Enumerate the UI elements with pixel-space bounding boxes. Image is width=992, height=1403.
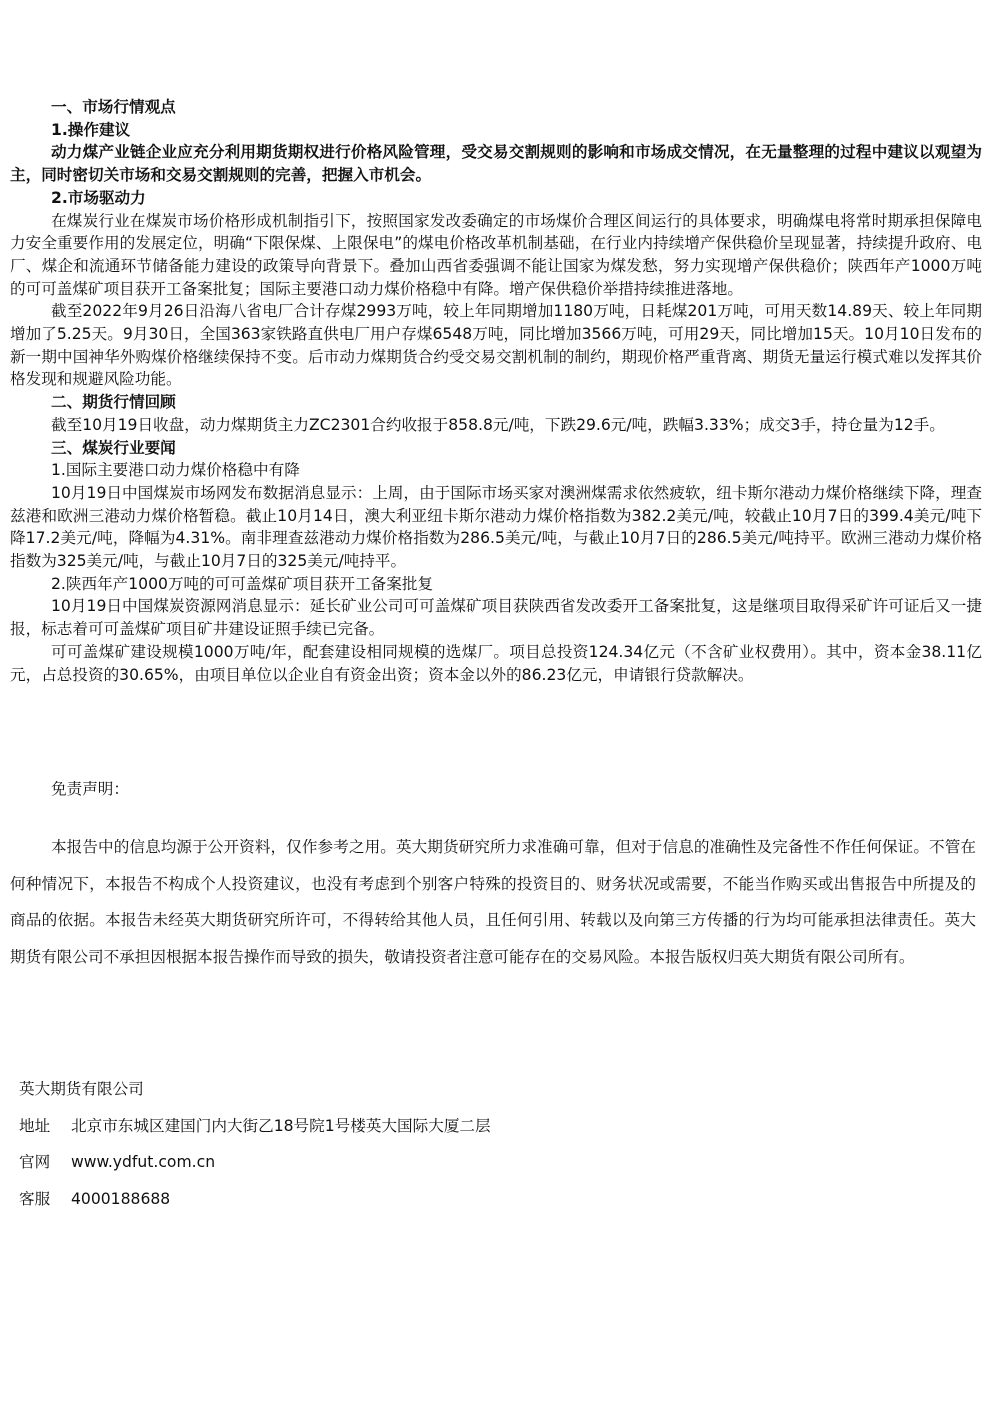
company-website-row <box>19 1151 491 1188</box>
subheading-market-drivers: 2.市场驱动力 <box>51 188 146 207</box>
disclaimer-body: 本报告中的信息均源于公开资料，仅作参考之用。英大期货研究所力求准确可靠，但对于信息的准确性及完备性不作任何保证。不管在何种情况下，本报告不构成个人投资建议，也没有考虑到个别客户特殊的投资目的、财务状况或需要，不能当作购买或出售报告中所提及的商品的依据。本报告未经英大期货研究所许可，不得转给其他人员，且任何引用、转载以及向第三方传播的行为均可能承担法律责任。英大期货有限公司不承担因根据本报告操作而导致的损失，敬请投资者注意可能存在的交易风险。本报告版权归英大期货有限公司所有。 <box>10 838 976 966</box>
paragraph-shaanxi-approval: 10月19日中国煤炭资源网消息显示：延长矿业公司可可盖煤矿项目获陕西省发改委开工备案批复，这是继项目取得采矿许可证后又一捷报，标志着可可盖煤矿项目矿井建设证照手续已完备。 <box>10 597 982 639</box>
paragraph-futures-review: 截至10月19日收盘，动力煤期货主力ZC2301合约收报于858.8元/吨，下跌29.6元/吨，跌幅3.33%；成交3手，持仓量为12手。 <box>51 415 945 434</box>
paragraph-port-prices: 10月19日中国煤炭市场网发布数据消息显示：上周，由于国际市场买家对澳洲煤需求依然疲软，纽卡斯尔港动力煤价格继续下降，理查兹港和欧洲三港动力煤价格暂稳。截止10月14日，澳大利亚纽卡斯尔港动力煤价格指数为382.2美元/吨，较截止10月7日的399.4美元/吨下降17.2美元/吨，降幅为4.31%。南非理查兹港动力煤价格指数为286.5美元/吨，与截止10月7日的286.5美元/吨持平。欧洲三港动力煤价格指数为325美元/吨，与截止10月7日的325美元/吨持平。 <box>10 483 982 571</box>
section-heading-market-view: 一、市场行情观点 <box>51 98 176 116</box>
address-label: 地址 <box>19 1116 51 1135</box>
company-info <box>19 1078 491 1224</box>
address-value: 北京市东城区建国门内大街乙18号院1号楼英大国际大厦二层 <box>71 1116 491 1135</box>
company-name: 英大期货有限公司 <box>19 1080 144 1098</box>
section-heading-industry-news: 三、煤炭行业要闻 <box>51 438 176 457</box>
company-service-row <box>19 1188 491 1225</box>
website-label: 官网 <box>19 1153 51 1172</box>
section-heading-futures-review: 二、期货行情回顾 <box>51 393 176 412</box>
paragraph-mine-investment: 可可盖煤矿建设规模1000万吨/年，配套建设相同规模的选煤厂。项目总投资124.34亿元（不含矿业权费用）。其中，资本金38.11亿元，占总投资的30.65%，由项目单位以企业自有资金出资；资本金以外的86.23亿元，申请银行贷款解决。 <box>10 642 982 684</box>
subheading-operation-advice: 1.操作建议 <box>51 120 131 139</box>
company-address-row <box>19 1115 491 1152</box>
paragraph-market-drivers: 在煤炭行业在煤炭市场价格形成机制指引下，按照国家发改委确定的市场煤价合理区间运行的具体要求，明确煤电将常时期承担保障电力安全重要作用的发展定位，明确“下限保煤、上限保电”的煤电价格改革机制基础，在行业内持续增产保供稳价呈现显著，持续提升政府、电厂、煤企和流通环节储备能力建设的政策导向背景下。叠加山西省委强调不能让国家为煤发愁，努力实现增产保供稳价；陕西年产1000万吨的可可盖煤矿项目获开工备案批复；国际主要港口动力煤价格稳中有降。增产保供稳价举措持续推进落地。 <box>10 211 982 298</box>
disclaimer-title: 免责声明： <box>51 780 129 798</box>
paragraph-operation-advice: 动力煤产业链企业应充分利用期货期权进行价格风险管理，受交易交割规则的影响和市场成交情况，在无量整理的过程中建议以观望为主，同时密切关市场和交易交割规则的完善，把握入市机会。 <box>10 143 982 185</box>
service-label: 客服 <box>19 1189 51 1208</box>
service-value: 4000188688 <box>71 1189 171 1208</box>
news-heading-shaanxi-mine: 2.陕西年产1000万吨的可可盖煤矿项目获开工备案批复 <box>51 574 434 593</box>
paragraph-coal-stock: 截至2022年9月26日沿海八省电厂合计存煤2993万吨，较上年同期增加1180万吨，日耗煤201万吨，可用天数14.89天、较上年同期增加了5.25天。9月30日，全国363家铁路直供电厂用户存煤6548万吨，同比增加3566万吨，可用29天，同比增加15天。10月10日发布的新一期中国神华外购煤价格继续保持不变。后市动力煤期货合约受交易交割机制的制约，期现价格严重背离、期货无量运行模式难以发挥其价格发现和规避风险功能。 <box>10 302 982 389</box>
report-body <box>10 96 982 686</box>
news-heading-port-prices: 1.国际主要港口动力煤价格稳中有降 <box>51 461 300 480</box>
website-value: www.ydfut.com.cn <box>71 1153 216 1172</box>
